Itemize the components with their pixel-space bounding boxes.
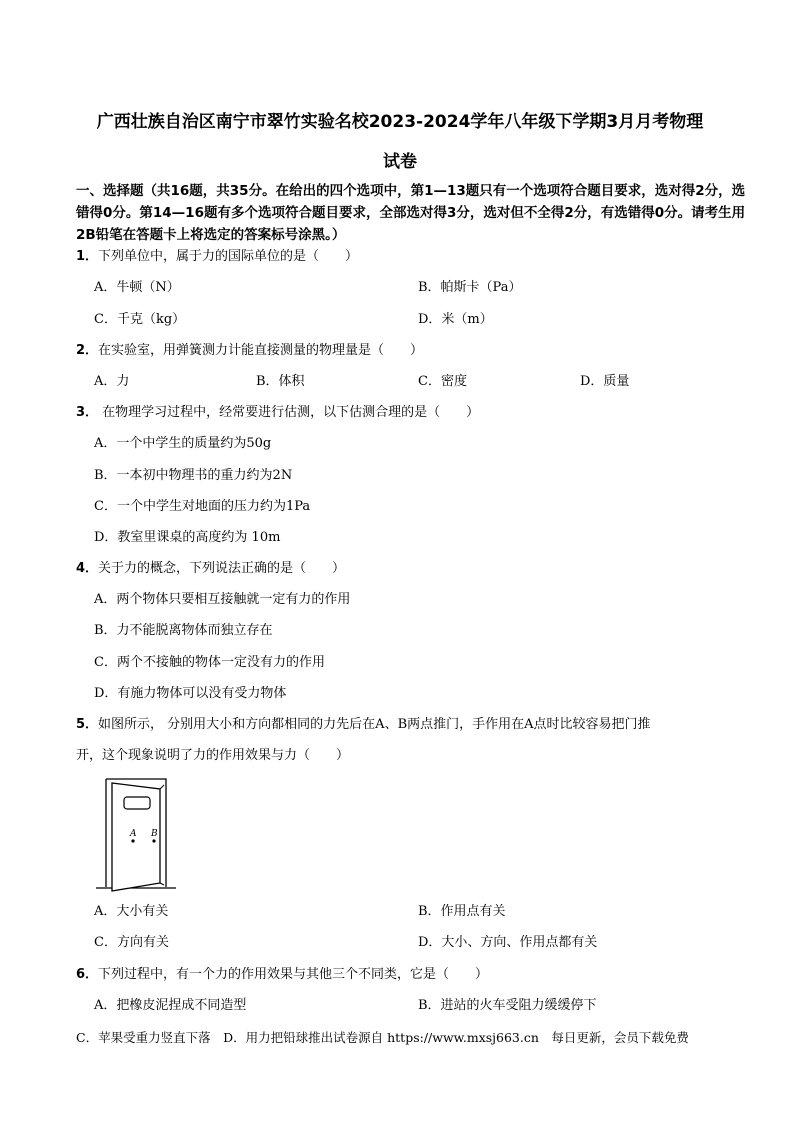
option-3b: B．一本初中物理书的重力约为2N (94, 468, 293, 483)
question-number: 3． (76, 405, 99, 420)
option-1c: C．千克（kg） (94, 312, 186, 327)
option-5a: A．大小有关 (94, 904, 169, 919)
option-2c: C．密度 (418, 374, 467, 389)
question-number: 2． (76, 343, 99, 358)
option-5b: B．作用点有关 (418, 904, 506, 919)
option-5d: D．大小、方向、作用点都有关 (418, 935, 598, 950)
exam-title-line1: 广西壮族自治区南宁市翠竹实验名校2023-2024学年八年级下学期3月月考物理 (96, 112, 704, 132)
point-a-label: A (130, 829, 137, 839)
option-2d: D．质量 (580, 374, 630, 389)
question-text: 在实验室，用弹簧测力计能直接测量的物理量是（ ） (98, 343, 424, 358)
option-1d: D．米（m） (418, 312, 493, 327)
option-4a: A．两个物体只要相互接触就一定有力的作用 (94, 592, 351, 607)
option-2b: B．体积 (256, 374, 305, 389)
door-edge-top (160, 785, 164, 789)
option-6a: A．把橡皮泥捏成不同造型 (94, 998, 247, 1013)
question-number: 1． (76, 249, 99, 264)
point-b-dot (152, 839, 155, 842)
source-note: 试卷源自 https://www.mxsj663.cn 每日更新，会员下载免费 (333, 1030, 689, 1045)
door-window (124, 797, 150, 809)
exam-title-line2: 试卷 (383, 152, 417, 172)
option-5c: C．方向有关 (94, 935, 169, 950)
question-5 (76, 715, 651, 735)
option-3d: D．教室里课桌的高度约为 10m (94, 530, 281, 545)
option-1a: A．牛顿（N） (94, 280, 180, 295)
question-text-line1: 如图所示， 分别用大小和方向都相同的力先后在A、B两点推门，手作用在A点时比较容易把门推 (98, 717, 651, 732)
option-3c: C．一个中学生对地面的压力约为1Pa (94, 499, 311, 514)
option-6d: D．用力把铅球推出 (223, 1030, 334, 1045)
question-text: 在物理学习过程中，经常要进行估测，以下估测合理的是（ ） (98, 405, 480, 420)
question-text: 下列过程中，有一个力的作用效果与其他三个不同类，它是（ ） (98, 967, 489, 982)
option-6c: C．苹果受重力竖直下落 (76, 1030, 211, 1045)
option-4c: C．两个不接触的物体一定没有力的作用 (94, 655, 325, 670)
option-2a: A．力 (94, 374, 130, 389)
question-1 (76, 247, 358, 267)
question-6 (76, 965, 488, 985)
question-5-line2: 开，这个现象说明了力的作用效果与力（ ） (76, 748, 350, 763)
door-edge-bottom (160, 883, 164, 885)
question-4 (76, 559, 345, 579)
option-4d: D．有施力物体可以没有受力物体 (94, 686, 287, 701)
option-6b: B．进站的火车受阻力缓缓停下 (418, 998, 597, 1013)
question-text: 下列单位中，属于力的国际单位的是（ ） (98, 249, 359, 264)
question-3 (76, 403, 479, 423)
option-3a: A．一个中学生的质量约为50g (94, 436, 272, 451)
question-2 (76, 341, 423, 361)
question-text: 关于力的概念，下列说法正确的是（ ） (98, 561, 346, 576)
point-b-label: B (151, 829, 158, 839)
option-1b: B．帕斯卡（Pa） (418, 280, 522, 295)
section-heading: 一、选择题（共16题，共35分。在给出的四个选项中，第1—13题只有一个选项符合题目要求，选对得2分，选错得0分。第14—16题有多个选项符合题目要求，全部选对得3分，选对但不全得2分，有选错得0分。请考生用2B铅笔在答题卡上将选定的答案标号涂黑。） (76, 183, 746, 243)
footer-line (76, 1028, 689, 1046)
question-number: 5． (76, 717, 99, 732)
option-4b: B．力不能脱离物体而独立存在 (94, 623, 273, 638)
question-number: 4． (76, 561, 99, 576)
question-number: 6． (76, 967, 99, 982)
door-figure (96, 775, 176, 893)
point-a-dot (131, 839, 134, 842)
